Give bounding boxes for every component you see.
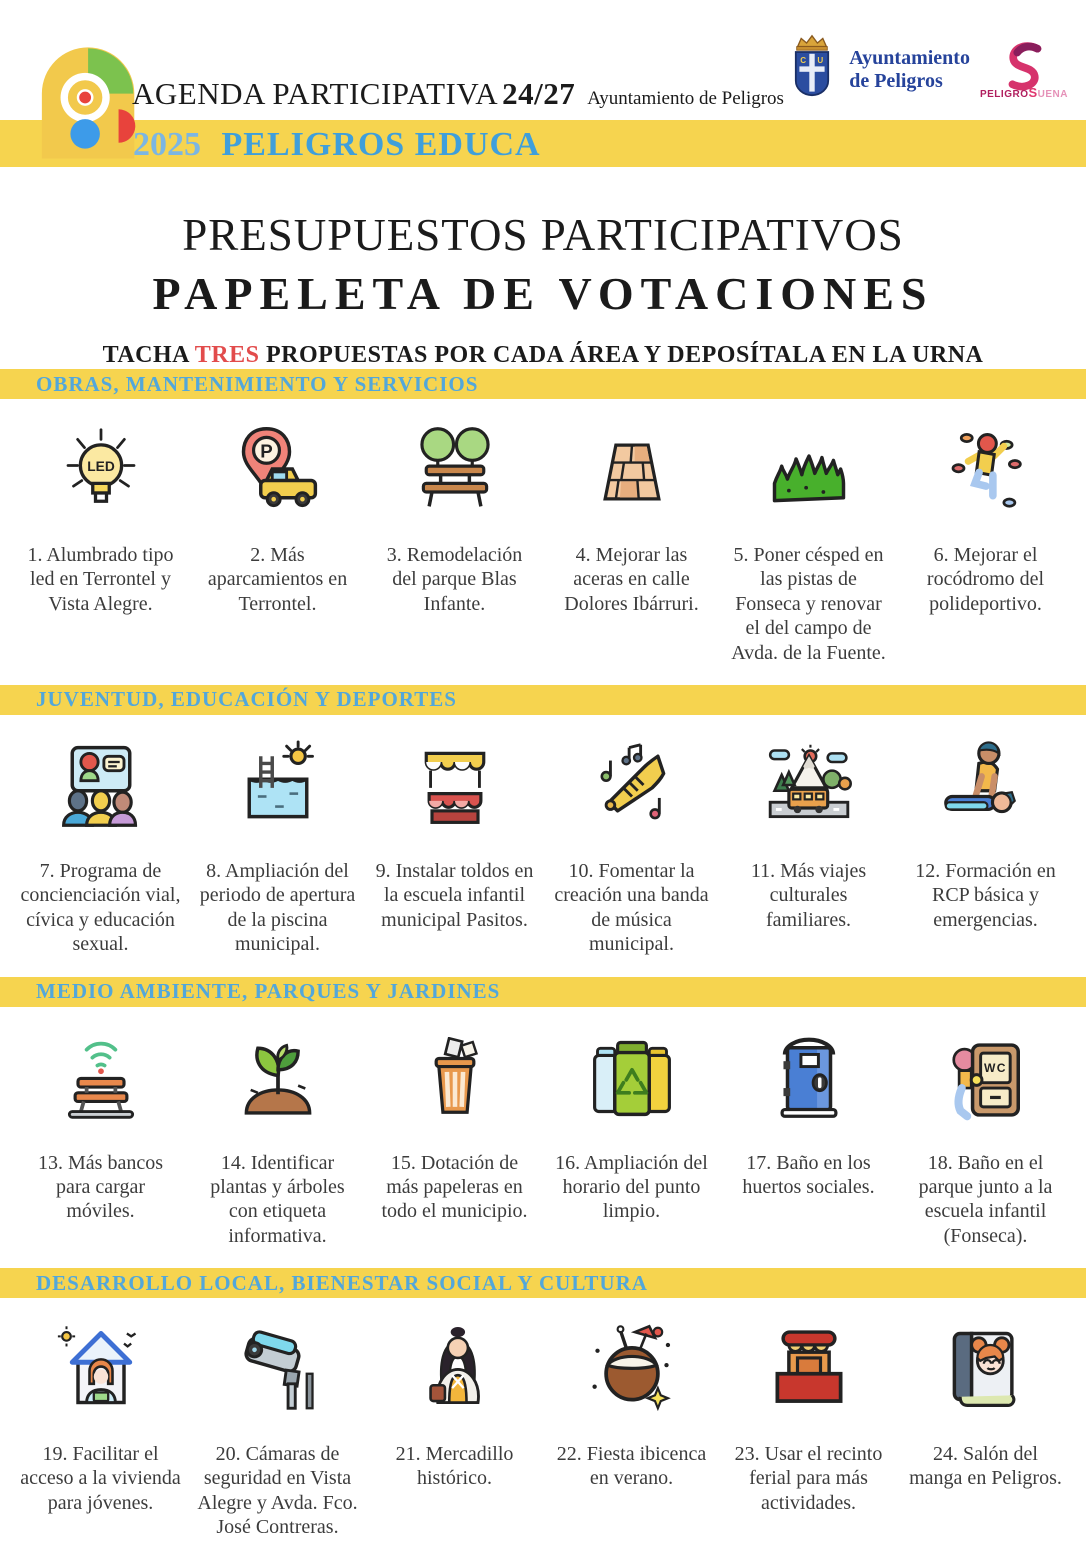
- section-juventud: [0, 685, 1086, 977]
- proposal-caption: 15. Dotación de más papeleras en todo el municipio.: [381, 1151, 528, 1223]
- proposal-caption: 24. Salón del manga en Peligros.: [909, 1443, 1062, 1490]
- coconut-drink-icon: [586, 1312, 678, 1414]
- proposal-caption: 13. Más bancos para cargar móviles.: [38, 1151, 163, 1223]
- proposal-caption: 2. Más aparcamientos en Terrontel.: [207, 544, 348, 615]
- section-obras-items: [0, 399, 1086, 685]
- waste-bin-icon: [412, 1021, 498, 1123]
- peligros-coat-of-arms-icon: [785, 34, 839, 106]
- section-obras: [0, 369, 1086, 685]
- proposal-caption: 19. Facilitar el acceso a la vivienda para jóvenes.: [20, 1443, 181, 1514]
- proposal-item-8: [189, 729, 366, 977]
- trumpet-icon: [586, 729, 678, 831]
- section-desarrollo: [0, 1268, 1086, 1560]
- proposal-item-7: [12, 729, 189, 977]
- suena-wordmark: PELIGROSUENA: [979, 84, 1068, 100]
- bench-wifi-icon: [55, 1021, 147, 1123]
- banner-year: 2025: [133, 126, 201, 163]
- recycling-bins-icon: [584, 1021, 680, 1123]
- section-desarrollo-items: [0, 1298, 1086, 1560]
- proposal-caption: 4. Mejorar las aceras en calle Dolores Ibárruri.: [564, 544, 699, 615]
- proposal-caption: 14. Identificar plantas y árboles con etiqueta informativa.: [210, 1151, 345, 1247]
- proposal-item-6: [897, 413, 1074, 636]
- wc-door-icon: [943, 1021, 1029, 1123]
- ballot-title-line2: PAPELETA DE VOTACIONES: [152, 268, 934, 319]
- org-logos: [785, 34, 1068, 106]
- sidewalk-tiles-icon: [589, 413, 675, 515]
- awning-icon: [409, 729, 501, 831]
- grass-icon: [763, 413, 855, 515]
- proposal-caption: 5. Poner césped en las pistas de Fonseca y renovar el del campo de Avda. de la Fuente.: [731, 544, 886, 664]
- proposal-caption: 22. Fiesta ibicenca en verano.: [556, 1443, 707, 1490]
- section-juventud-band: [0, 685, 1086, 715]
- youth-housing-icon: [55, 1312, 147, 1414]
- proposal-caption: 17. Baño en los huertos sociales.: [742, 1151, 875, 1198]
- section-medio-ambiente-items: [0, 1007, 1086, 1269]
- header-title-main: AGENDA PARTICIPATIVA: [132, 76, 499, 111]
- portable-toilet-icon: [766, 1021, 852, 1123]
- proposal-item-19: [12, 1312, 189, 1535]
- proposal-caption: 6. Mejorar el rocódromo del polideportivo.: [926, 544, 1045, 615]
- svg-text:LED: LED: [86, 459, 115, 474]
- org-name-line2: de Peligros: [849, 70, 943, 92]
- section-desarrollo-band: [0, 1268, 1086, 1298]
- proposal-caption: 21. Mercadillo histórico.: [395, 1443, 514, 1490]
- plant-sprout-icon: [232, 1021, 324, 1123]
- proposal-caption: 9. Instalar toldos en la escuela infantil municipal Pasitos.: [375, 859, 534, 931]
- security-camera-icon: [232, 1312, 324, 1414]
- park-bench-icon: [409, 413, 501, 515]
- proposal-caption: 11. Más viajes culturales familiares.: [750, 859, 867, 931]
- ballot-title-block: [0, 167, 1086, 369]
- section-juventud-title: JUVENTUD, EDUCACIÓN Y DEPORTES: [36, 687, 457, 712]
- proposal-item-14: [189, 1021, 366, 1269]
- section-medio-ambiente-title: MEDIO AMBIENTE, PARQUES Y JARDINES: [36, 979, 501, 1004]
- cpr-icon: [940, 729, 1032, 831]
- proposal-item-24: [897, 1312, 1074, 1511]
- section-juventud-items: [0, 715, 1086, 977]
- proposal-item-1: [12, 413, 189, 636]
- section-medio-ambiente-band: [0, 977, 1086, 1007]
- proposal-caption: 18. Baño en el parque junto a la escuela infantil (Fonseca).: [918, 1151, 1053, 1247]
- section-obras-band: [0, 369, 1086, 399]
- climbing-wall-icon: [942, 413, 1030, 515]
- market-vendor-icon: [409, 1312, 501, 1414]
- proposal-caption: 1. Alumbrado tipo led en Terrontel y Vista Alegre.: [27, 544, 174, 615]
- org-name-line1: Ayuntamiento: [849, 47, 970, 69]
- fair-stage-icon: [763, 1312, 855, 1414]
- parking-car-icon: [232, 413, 324, 515]
- svg-text:C: C: [800, 55, 807, 65]
- ballot-title-line1: PRESUPUESTOS PARTICIPATIVOS: [182, 210, 904, 260]
- proposal-item-10: [543, 729, 720, 977]
- proposal-item-9: [366, 729, 543, 952]
- org-name: [849, 47, 970, 93]
- proposal-item-22: [543, 1312, 720, 1511]
- proposal-item-2: [189, 413, 366, 636]
- proposal-caption: 16. Ampliación del horario del punto limpio.: [555, 1151, 708, 1223]
- proposal-item-12: [897, 729, 1074, 952]
- section-desarrollo-title: DESARROLLO LOCAL, BIENESTAR SOCIAL Y CULTURA: [36, 1270, 648, 1295]
- proposal-item-17: [720, 1021, 897, 1220]
- proposal-caption: 20. Cámaras de seguridad en Vista Alegre y Avda. Fco. José Contreras.: [197, 1443, 358, 1539]
- proposal-item-20: [189, 1312, 366, 1560]
- awareness-talk-icon: [55, 729, 147, 831]
- proposal-caption: 23. Usar el recinto ferial para más actividades.: [734, 1443, 883, 1514]
- section-obras-title: OBRAS, MANTENIMIENTO Y SERVICIOS: [36, 371, 479, 396]
- header-title-number: 24/27: [502, 76, 576, 111]
- proposal-item-16: [543, 1021, 720, 1244]
- header-title: [132, 76, 784, 112]
- proposal-item-23: [720, 1312, 897, 1535]
- proposal-item-3: [366, 413, 543, 636]
- svg-text:P: P: [259, 440, 273, 462]
- instruction-highlight: TRES: [194, 342, 260, 368]
- banner-line: [133, 126, 541, 164]
- led-bulb-icon: [57, 413, 145, 515]
- ballot-instruction: TACHA TRES PROPUESTAS POR CADA ÁREA Y DEPOSÍTALA EN LA URNA: [102, 342, 984, 368]
- page-header: [0, 0, 1086, 167]
- svg-text:WC: WC: [983, 1060, 1007, 1075]
- proposal-item-21: [366, 1312, 543, 1511]
- swimming-pool-icon: [232, 729, 324, 831]
- header-title-suffix: Ayuntamiento de Peligros: [587, 88, 784, 109]
- proposal-item-11: [720, 729, 897, 952]
- suena-s-icon: [993, 41, 1055, 91]
- proposal-caption: 3. Remodelación del parque Blas Infante.: [386, 544, 523, 615]
- proposal-caption: 12. Formación en RCP básica y emergencias.: [915, 859, 1056, 931]
- proposal-caption: 7. Programa de concienciación vial, cívica y educación sexual.: [20, 859, 181, 956]
- proposal-caption: 10. Fomentar la creación una banda de música municipal.: [554, 859, 709, 956]
- proposal-item-13: [12, 1021, 189, 1244]
- proposal-item-4: [543, 413, 720, 636]
- proposal-caption: 8. Ampliación del periodo de apertura de la piscina municipal.: [199, 859, 356, 956]
- banner-name: PELIGROS EDUCA: [221, 126, 541, 163]
- section-medio-ambiente: [0, 977, 1086, 1269]
- peligros-suena-logo: [980, 41, 1068, 100]
- proposal-item-5: [720, 413, 897, 685]
- svg-text:U: U: [817, 55, 824, 65]
- bus-trip-icon: [761, 729, 857, 831]
- proposal-item-15: [366, 1021, 543, 1244]
- manga-book-icon: [940, 1312, 1032, 1414]
- proposal-item-18: [897, 1021, 1074, 1269]
